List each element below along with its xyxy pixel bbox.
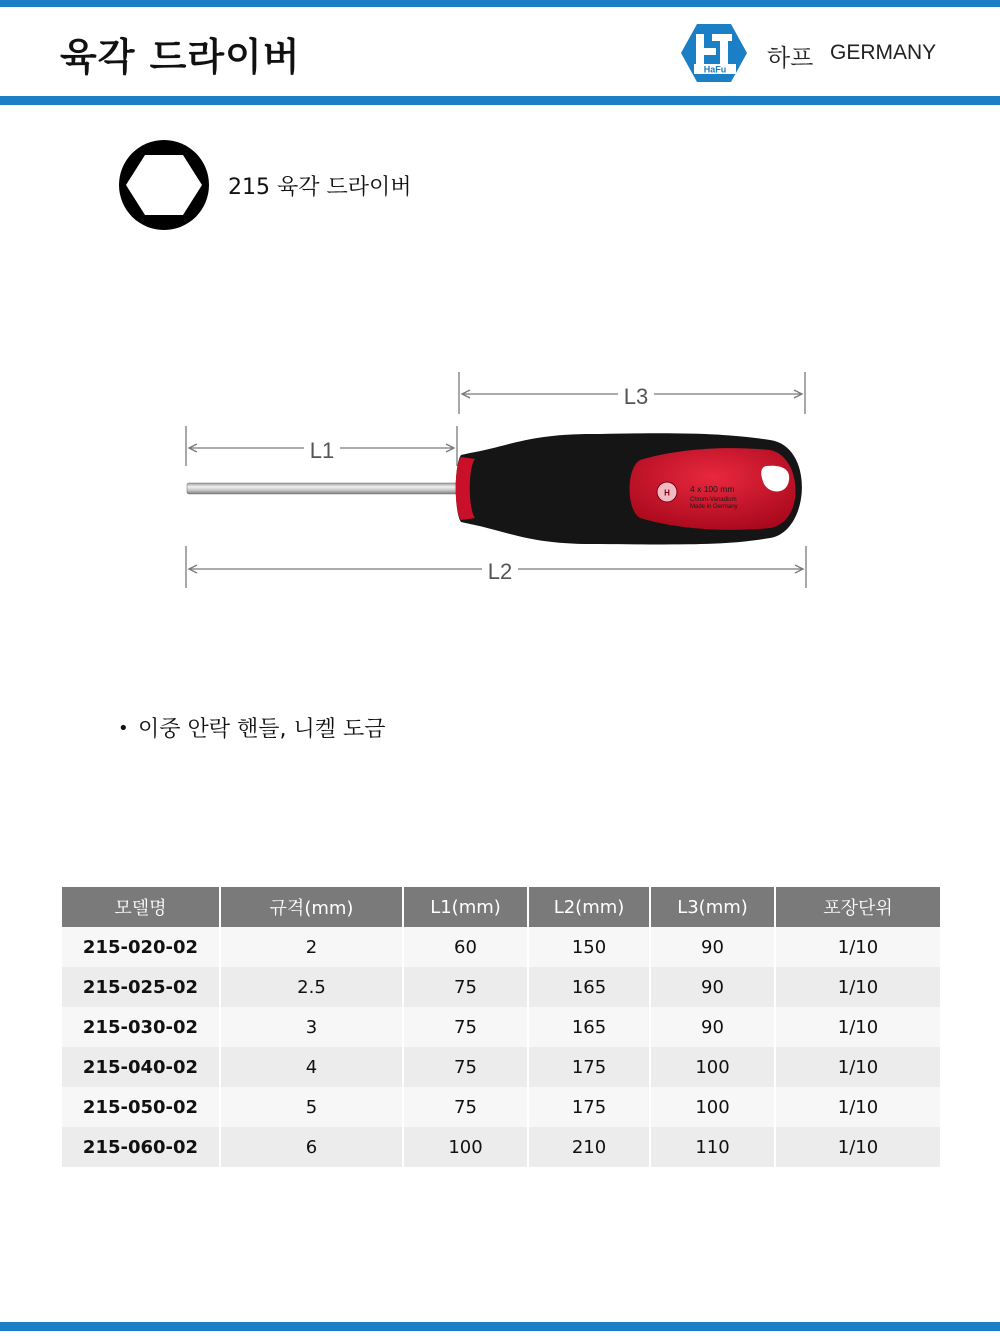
handle-material-label: Chrom-Vanadium	[690, 497, 737, 503]
table-header-row	[62, 887, 940, 927]
handle-size-label: 4 x 100 mm	[690, 484, 735, 494]
svg-text:H: H	[664, 488, 670, 498]
bullet-icon: •	[118, 718, 129, 739]
brand-country: GERMANY	[830, 41, 937, 64]
cell-package: 1/10	[775, 1087, 940, 1127]
header-rule	[0, 96, 1000, 105]
cell-size: 3	[220, 1007, 403, 1047]
cell-l2: 175	[528, 1047, 650, 1087]
dimension-l2	[186, 546, 806, 588]
cell-l3: 90	[650, 1007, 775, 1047]
cell-model: 215-025-02	[62, 967, 220, 1007]
spec-table	[62, 887, 940, 1167]
dimension-l1	[186, 426, 457, 466]
cell-l1: 75	[403, 1087, 528, 1127]
cell-size: 2	[220, 927, 403, 967]
column-header-l1: L1(mm)	[403, 887, 528, 927]
cell-model: 215-020-02	[62, 927, 220, 967]
cell-l1: 100	[403, 1127, 528, 1167]
brand-korean-name: 하프	[767, 44, 814, 72]
table-row	[62, 927, 940, 967]
top-accent-bar	[0, 0, 1000, 7]
cell-package: 1/10	[775, 1127, 940, 1167]
cell-model: 215-060-02	[62, 1127, 220, 1167]
column-header-size: 규격(mm)	[220, 887, 403, 927]
cell-package: 1/10	[775, 1007, 940, 1047]
cell-size: 2.5	[220, 967, 403, 1007]
page-title: 육각 드라이버	[60, 35, 301, 79]
screwdriver-dimension-diagram	[170, 360, 830, 600]
cell-l3: 100	[650, 1047, 775, 1087]
column-header-package: 포장단위	[775, 887, 940, 927]
dimension-label-l3: L3	[623, 384, 649, 409]
column-header-model: 모델명	[62, 887, 220, 927]
dimension-l3	[459, 372, 805, 414]
cell-size: 4	[220, 1047, 403, 1087]
dimension-label-l2: L2	[487, 559, 513, 584]
cell-l1: 75	[403, 1007, 528, 1047]
hafu-logo-icon	[680, 22, 748, 84]
cell-l1: 75	[403, 967, 528, 1007]
cell-l2: 165	[528, 1007, 650, 1047]
cell-l1: 75	[403, 1047, 528, 1087]
feature-item	[118, 712, 386, 743]
dimension-label-l1: L1	[309, 438, 335, 463]
table-row	[62, 1087, 940, 1127]
cell-size: 5	[220, 1087, 403, 1127]
cell-l2: 165	[528, 967, 650, 1007]
table-row	[62, 1127, 940, 1167]
cell-package: 1/10	[775, 1047, 940, 1087]
table-row	[62, 1007, 940, 1047]
cell-size: 6	[220, 1127, 403, 1167]
table-row	[62, 1047, 940, 1087]
cell-l3: 90	[650, 967, 775, 1007]
cell-l2: 210	[528, 1127, 650, 1167]
cell-l2: 175	[528, 1087, 650, 1127]
cell-model: 215-040-02	[62, 1047, 220, 1087]
cell-l3: 110	[650, 1127, 775, 1167]
cell-l3: 90	[650, 927, 775, 967]
cell-package: 1/10	[775, 967, 940, 1007]
column-header-l2: L2(mm)	[528, 887, 650, 927]
product-name: 215 육각 드라이버	[228, 175, 412, 200]
screwdriver-illustration	[187, 433, 802, 544]
cell-model: 215-050-02	[62, 1087, 220, 1127]
cell-package: 1/10	[775, 927, 940, 967]
cell-model: 215-030-02	[62, 1007, 220, 1047]
column-header-l3: L3(mm)	[650, 887, 775, 927]
cell-l3: 100	[650, 1087, 775, 1127]
table-row	[62, 967, 940, 1007]
hexagon-profile-icon	[118, 139, 210, 231]
handle-origin-label: Made in Germany	[690, 504, 738, 510]
feature-text: 이중 안락 핸들, 니켈 도금	[138, 717, 386, 742]
brand-block	[680, 22, 950, 84]
bottom-accent-bar	[0, 1322, 1000, 1331]
cell-l2: 150	[528, 927, 650, 967]
svg-text:HaFu: HaFu	[703, 64, 727, 75]
cell-l1: 60	[403, 927, 528, 967]
